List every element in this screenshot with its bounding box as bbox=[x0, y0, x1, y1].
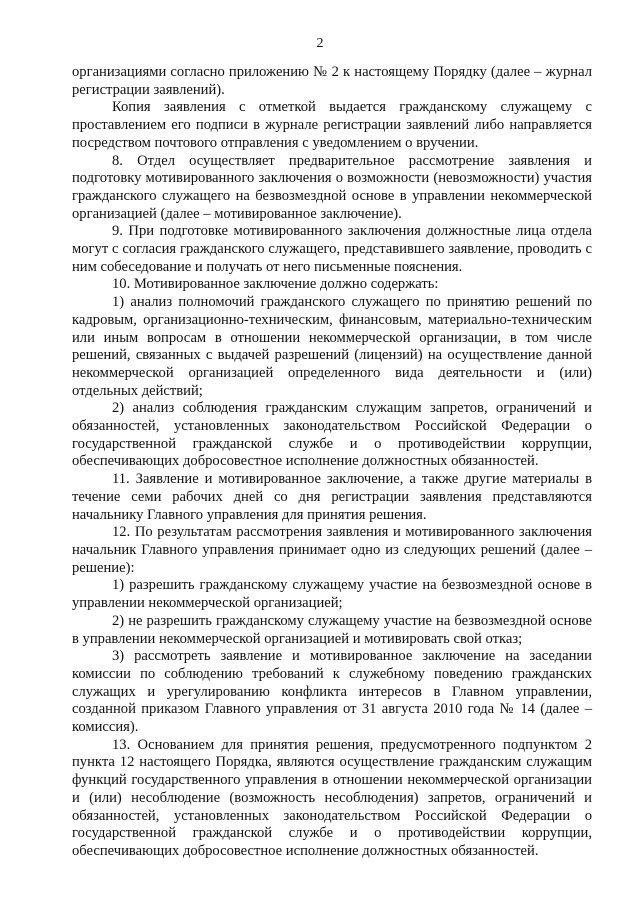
paragraph-continuation: организациями согласно приложению № 2 к настоящему Порядку (далее – журнал регистрации заявлений). bbox=[72, 64, 592, 98]
paragraph-item-8: 8. Отдел осуществляет предварительное рассмотрение заявления и подготовку мотивированного заключения о возможности (невозможности) участия гражданского служащего на безвозмездной основе в управлении некоммерческой организацией (далее – мотивированное заключение). bbox=[72, 152, 592, 222]
page-number: 2 bbox=[316, 36, 324, 51]
paragraph-item-9: 9. При подготовке мотивированного заключения должностные лица отдела могут с согласия гражданского служащего, представившего заявление, проводить с ним собеседование и получать от него письменные пояснения. bbox=[72, 223, 592, 275]
paragraph-copy-of-application: Копия заявления с отметкой выдается гражданскому служащему с проставлением его подписи в журнале регистрации заявлений либо направляется посредством почтового отправления с уведомлением о вручении. bbox=[72, 99, 592, 151]
paragraph-item-13: 13. Основанием для принятия решения, предусмотренного подпунктом 2 пункта 12 настоящего Порядка, являются осуществление гражданским служащим функций государственного управления в отношении некоммерческой организации и (или) несоблюдение (возможность несоблюдения) запретов, ограничений и обязанностей, установленных законодательством Российской Федерации о государственной гражданской службе и о противодействии коррупции, обеспечивающих добросовестное исполнение должностных обязанностей. bbox=[72, 736, 592, 859]
paragraph-item-12-sub-1: 1) разрешить гражданскому служащему участие на безвозмездной основе в управлении некоммерческой организацией; bbox=[72, 577, 592, 612]
paragraph-item-11: 11. Заявление и мотивированное заключение, а также другие материалы в течение семи рабочих дней со дня регистрации заявления представляются начальнику Главного управления для принятия решения. bbox=[72, 471, 592, 523]
paragraph-item-10: 10. Мотивированное заключение должно содержать: bbox=[112, 276, 439, 293]
paragraph-item-12-sub-3: 3) рассмотреть заявление и мотивированное заключение на заседании комиссии по соблюдению требований к служебному поведению гражданских служащих и урегулированию конфликта интересов в Главном управлении, созданной приказом Главного управления от 31 августа 2010 года № 14 (далее – комиссия). bbox=[72, 648, 592, 736]
paragraph-item-10-sub-1: 1) анализ полномочий гражданского служащего по принятию решений по кадровым, организационно-техническим, финансовым, материально-техническим или иным вопросам в отношении некоммерческой организации, в том числе решений, связанных с выдачей разрешений (лицензий) на осуществление данной некоммерческой организацией определенного вида деятельности и (или) отдельных действий; bbox=[72, 294, 592, 399]
paragraph-item-12-sub-2: 2) не разрешить гражданскому служащему участие на безвозмездной основе в управлении некоммерческой организацией и мотивировать свой отказ; bbox=[72, 612, 592, 647]
paragraph-item-12: 12. По результатам рассмотрения заявления и мотивированного заключения начальник Главного управления принимает одно из следующих решений (далее – решение): bbox=[72, 524, 592, 576]
document-body bbox=[72, 64, 592, 861]
paragraph-item-10-sub-2: 2) анализ соблюдения гражданским служащим запретов, ограничений и обязанностей, установленных законодательством Российской Федерации о государственной гражданской службе и о противодействии коррупции, обеспечивающих добросовестное исполнение должностных обязанностей. bbox=[72, 400, 592, 470]
